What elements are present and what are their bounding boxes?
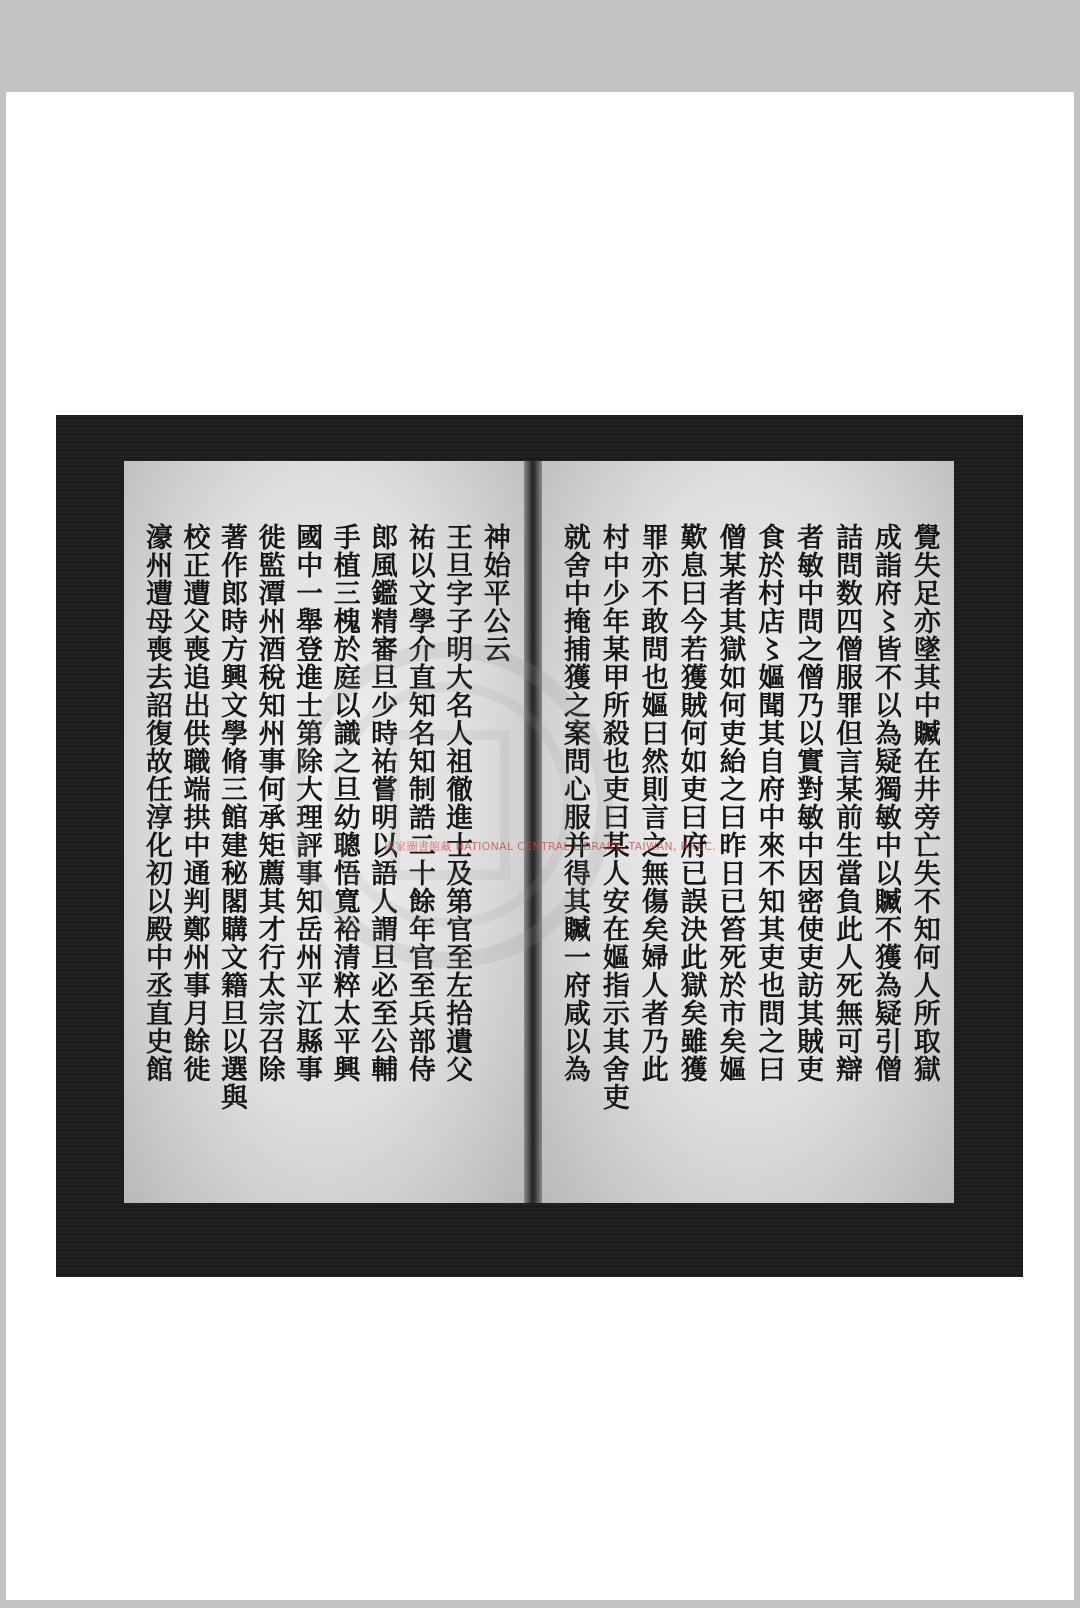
text-column: 詰問数四僧服罪但言某前生當負此人死無可辯 xyxy=(831,523,863,1083)
text-column: 郎風鑑精審旦少時祐嘗明以語人謂旦必至公輔 xyxy=(366,523,398,1083)
library-watermark: 國家圖書館藏 NATIONAL CENTRAL LIBRARY, TAIWAN, R.O.C. xyxy=(383,840,716,853)
text-column: 神始平公云 xyxy=(478,523,510,663)
text-column: 覺失足亦墜其中贓在井旁亡失不知何人所取獄 xyxy=(908,523,940,1083)
text-column: 徙監潭州酒稅知州事何承矩薦其才行太宗召除 xyxy=(253,523,285,1083)
text-column: 手植三槐於庭以識之旦幼聰悟寬裕清粹太平興 xyxy=(328,523,360,1083)
left-page xyxy=(124,461,524,1203)
text-column: 者敏中問之僧乃以實對敏中因密使吏訪其賊吏 xyxy=(792,523,824,1083)
text-column: 著作郎時方興文學脩三館建秘閣購文籍旦以選與 xyxy=(216,523,248,1111)
text-column: 罪亦不敢問也嫗曰然則言之無傷矣婦人者乃此 xyxy=(636,523,668,1083)
book-gutter xyxy=(524,461,542,1203)
text-column: 村中少年某甲所殺也吏曰某人安在嫗指示其舍吏 xyxy=(597,523,629,1111)
text-column: 歎息曰今若獲賊何如吏曰府已誤決此獄矣雖獲 xyxy=(675,523,707,1083)
text-column: 校正遭父喪追出供職端拱中通判鄭州事月餘徙 xyxy=(178,523,210,1083)
text-column: 濠州遭母喪去詔復故任淳化初以殿中丞直史館 xyxy=(141,523,172,1083)
text-column: 祐以文學介直知名知制誥二十餘年官至兵部侍 xyxy=(403,523,435,1083)
text-column: 僧某者其獄如何吏紿之曰昨日已笞死於市矣嫗 xyxy=(714,523,746,1083)
text-column: 國中一舉登進士第除大理評事知岳州平江縣事 xyxy=(291,523,323,1083)
right-page xyxy=(542,461,954,1203)
text-column: 就舍中掩捕獲之案問心服并得其贓一府咸以為 xyxy=(559,523,590,1083)
right-page-text xyxy=(556,523,940,1147)
text-column: 成詣府〻皆不以為疑獨敏中以贓不獲為疑引僧 xyxy=(870,523,901,1083)
text-column: 食於村店〻嫗聞其自府中來不知其吏也問之曰 xyxy=(753,523,785,1083)
left-page-text xyxy=(138,523,510,1147)
text-column: 王旦字子明大名人祖徹進士及第官至左拾遺父 xyxy=(441,523,473,1083)
